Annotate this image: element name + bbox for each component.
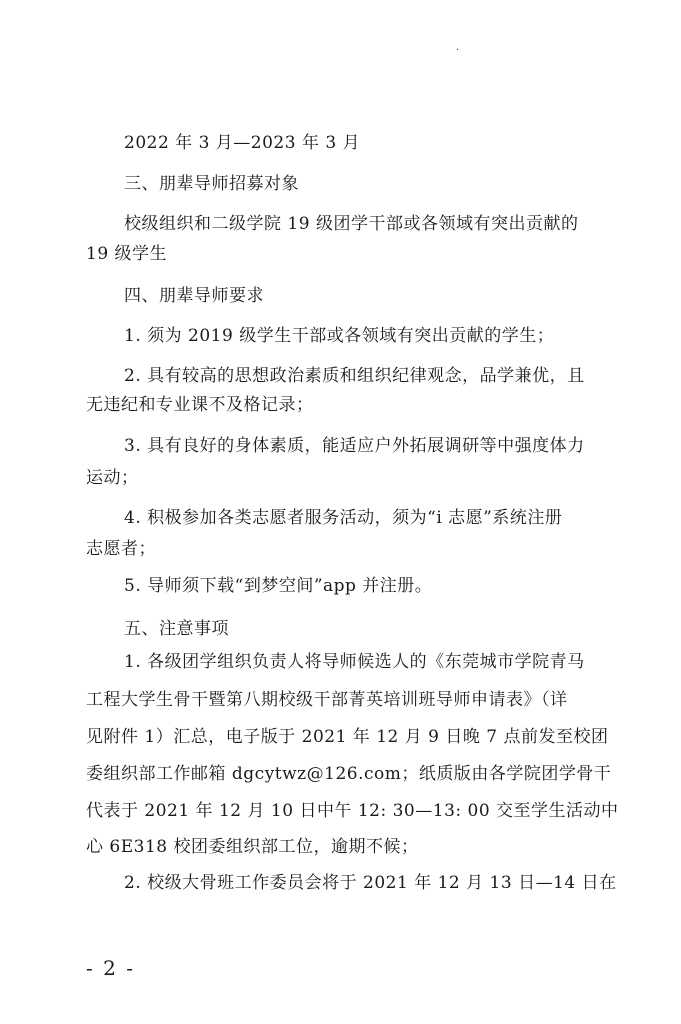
- list-item: 1. 须为 2019 级学生干部或各领域有突出贡献的学生；: [124, 326, 555, 346]
- list-item-continued: 工程大学生骨干暨第八期校级干部菁英培训班导师申请表》（详: [86, 690, 568, 710]
- list-item: 1. 各级团学组织负责人将导师候选人的《东莞城市学院青马: [124, 652, 585, 672]
- paragraph-line: 19 级学生: [86, 244, 168, 264]
- list-item: 4. 积极参加各类志愿者服务活动，须为“i 志愿”系统注册: [124, 508, 563, 528]
- list-item-continued: 运动；: [86, 468, 139, 488]
- list-item-continued: 心 6E318 校团委组织部工位，逾期不候；: [86, 837, 419, 857]
- list-item-continued: 见附件 1）汇总，电子版于 2021 年 12 月 9 日晚 7 点前发至校团: [86, 727, 609, 747]
- list-item-continued: 委组织部工作邮箱 dgcytwz@126.com；纸质版由各学院团学骨干: [86, 764, 612, 784]
- stray-mark: .: [456, 42, 460, 53]
- list-item-continued: 无违纪和专业课不及格记录；: [86, 395, 314, 415]
- list-item: 5. 导师须下载“到梦空间”app 并注册。: [124, 576, 433, 596]
- section-heading-4: 四、朋辈导师要求: [124, 286, 264, 306]
- list-item-continued: 志愿者；: [86, 539, 156, 559]
- term-period: 2022 年 3 月—2023 年 3 月: [124, 133, 361, 153]
- section-heading-3: 三、朋辈导师招募对象: [124, 174, 299, 194]
- page-number: - 2 -: [86, 956, 135, 980]
- list-item: 2. 校级大骨班工作委员会将于 2021 年 12 月 13 日—14 日在: [124, 873, 617, 893]
- section-heading-5: 五、注意事项: [124, 619, 229, 639]
- list-item-continued: 代表于 2021 年 12 月 10 日中午 12: 30—13: 00 交至学生活动中: [86, 801, 619, 821]
- list-item: 2. 具有较高的思想政治素质和组织纪律观念，品学兼优，且: [124, 366, 585, 386]
- paragraph-line: 校级组织和二级学院 19 级团学干部或各领域有突出贡献的: [124, 214, 579, 234]
- list-item: 3. 具有良好的身体素质，能适应户外拓展调研等中强度体力: [124, 436, 585, 456]
